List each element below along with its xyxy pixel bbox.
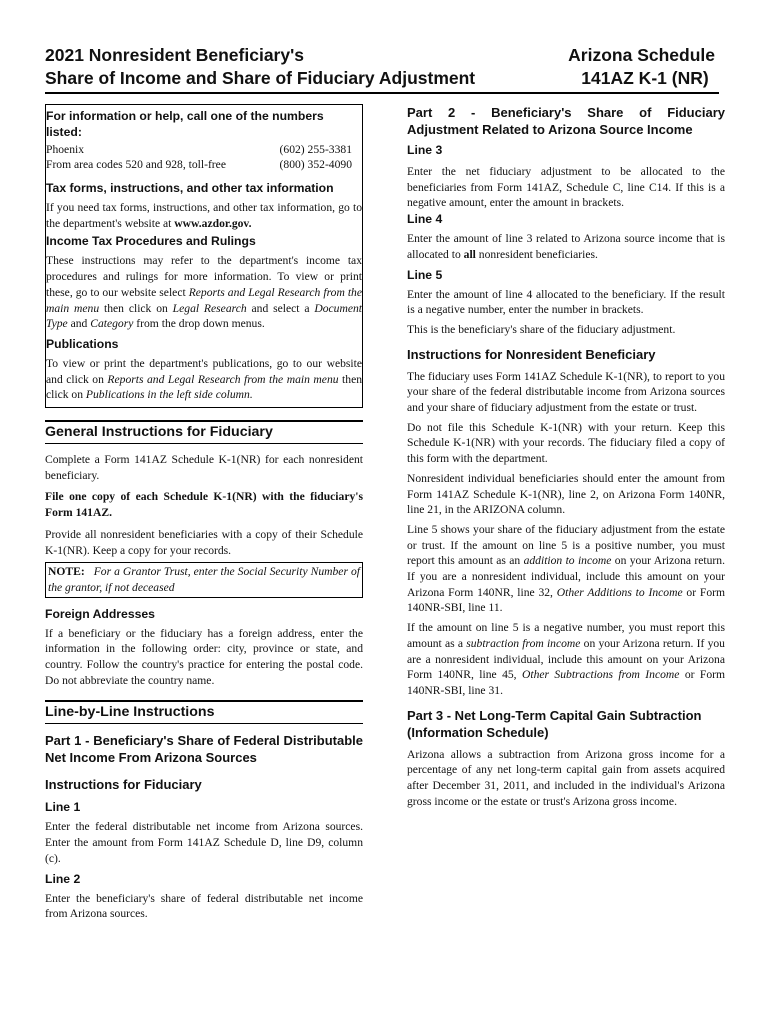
part2-heading: Part 2 - Beneficiary's Share of Fiduciary Adjustment Related to Arizona Source Income <box>407 105 725 137</box>
foreign-heading: Foreign Addresses <box>45 606 155 621</box>
header-rule <box>45 92 719 94</box>
note-label: NOTE: <box>48 565 85 579</box>
line-by-line-heading: Line-by-Line Instructions <box>45 700 363 724</box>
nonresident-p2: Do not file this Schedule K-1(NR) with your return. Keep this Schedule K-1(NR) with your records. The fiduciary filed a copy of this form with the department. <box>407 420 725 466</box>
line3-text: Enter the net fiduciary adjustment to be allocated to the beneficiaries from Form 141AZ, Schedule C, line C14. If this is a negative amount, enter the amount in brackets. <box>407 165 725 210</box>
line2-text: Enter the beneficiary's share of federal distributable net income from Arizona sources. <box>45 891 363 921</box>
nonresident-p1: The fiduciary uses Form 141AZ Schedule K-1(NR), to report to you your share of the federal distributable income from Arizona sources and your share of fiduciary adjustment from the estate or trust. <box>407 369 725 415</box>
general-instructions-heading: General Instructions for Fiduciary <box>45 420 363 444</box>
line4-heading: Line 4 <box>407 212 443 227</box>
line3-heading: Line 3 <box>407 143 443 157</box>
forms-heading: Tax forms, instructions, and other tax information <box>46 181 334 195</box>
grantor-note <box>45 562 363 597</box>
general-p3: Provide all nonresident beneficiaries with a copy of their Schedule K-1(NR). Keep a copy for your records. <box>45 527 363 557</box>
note-text: For a Grantor Trust, enter the Social Security Number of the grantor, if not deceased <box>48 565 360 594</box>
nonresident-heading: Instructions for Nonresident Beneficiary <box>407 346 656 362</box>
part3-text: Arizona allows a subtraction from Arizona gross income for a percentage of any net long-term capital gain from assets acquired after December 31, 2011, and included in the individual's Arizona gross income or the estate or trust's Arizona gross income. <box>407 747 725 808</box>
forms-text: If you need tax forms, instructions, and other tax information, go to the department's website at www.azdor.gov. <box>46 201 362 230</box>
foreign-text: If a beneficiary or the fiduciary has a foreign address, enter the information in the following order: city, province or state, and country. Follow the country's practice for entering the postal code. Do not abbreviate the country name. <box>45 626 363 687</box>
contact-label: Phoenix <box>46 143 85 156</box>
contact-label: From area codes 520 and 928, toll-free <box>46 158 226 171</box>
form-line-2: 141AZ K-1 (NR) <box>581 68 709 88</box>
publications-heading: Publications <box>46 336 119 351</box>
contact-number: (800) 352-4090 <box>279 158 352 171</box>
nonresident-p5: If the amount on line 5 is a negative number, you must report this amount as a subtraction from income on your Arizona return. If you are a nonresident individual, include this amount on your Arizona Form 140NR, line 45, Other Subtractions from Income or Form 140NR-SBI, line 31. <box>407 621 726 697</box>
right-column <box>407 104 725 810</box>
title-line-2: Share of Income and Share of Fiduciary Adjustment <box>45 68 476 88</box>
contact-tollfree <box>46 157 362 172</box>
part1-heading: Part 1 - Beneficiary's Share of Federal Distributable Net Income From Arizona Sources <box>45 733 363 766</box>
part3-heading: Part 3 - Net Long-Term Capital Gain Subtraction (Information Schedule) <box>407 707 702 740</box>
form-identifier <box>515 44 715 90</box>
website-link[interactable]: www.azdor.gov. <box>174 216 252 230</box>
fiduciary-heading: Instructions for Fiduciary <box>45 777 202 793</box>
contact-number: (602) 255-3381 <box>279 143 352 156</box>
title-line-1: 2021 Nonresident Beneficiary's <box>45 45 304 65</box>
line2-heading: Line 2 <box>45 871 81 886</box>
contact-phoenix <box>46 142 362 157</box>
info-heading: For information or help, call one of the numbers listed: <box>46 109 324 139</box>
info-box <box>45 104 363 408</box>
procedures-heading: Income Tax Procedures and Rulings <box>46 234 256 249</box>
line1-heading: Line 1 <box>45 800 81 815</box>
nonresident-p4: Line 5 shows your share of the fiduciary adjustment from the estate or trust. If the amount on line 5 is a positive number, you must report this amount as an addition to income on your Arizona return. If you are a nonresident individual, include this amount on your Arizona Form 140NR, line 32, Other Additions to Income or Form 140NR-SBI, line 11. <box>407 522 725 615</box>
left-column <box>45 104 363 922</box>
general-p2: File one copy of each Schedule K-1(NR) with the fiduciary's Form 141AZ. <box>45 490 363 520</box>
general-p1: Complete a Form 141AZ Schedule K-1(NR) for each nonresident beneficiary. <box>45 453 363 482</box>
line1-text: Enter the federal distributable net income from Arizona sources. Enter the amount from Form 141AZ Schedule D, line D9, column (c). <box>45 820 363 865</box>
document-title <box>45 44 545 90</box>
nonresident-p3: Nonresident individual beneficiaries should enter the amount from Form 141AZ Schedule K-1(NR), line 2, on Arizona Form 140NR, line 21, in the ARIZONA column. <box>407 471 725 517</box>
line5-text: Enter the amount of line 4 allocated to the beneficiary. If the result is a negative number, enter the number in brackets. <box>407 287 725 317</box>
form-line-1: Arizona Schedule <box>568 45 715 65</box>
publications-text: To view or print the department's publications, go to our website and click on Reports and Legal Research from the main menu then click on Publications in the left side column. <box>46 356 363 402</box>
line5-heading: Line 5 <box>407 267 443 282</box>
procedures-text: These instructions may refer to the department's income tax procedures and rulings for more information. To view or print these, go to our website select Reports and Legal Research from the main menu then click on Legal Research and select a Document Type and Category from the drop down menus. <box>46 254 363 331</box>
line4-text: Enter the amount of line 3 related to Arizona source income that is allocated to all nonresident beneficiaries. <box>407 232 725 261</box>
line5-text-2: This is the beneficiary's share of the fiduciary adjustment. <box>407 322 676 336</box>
